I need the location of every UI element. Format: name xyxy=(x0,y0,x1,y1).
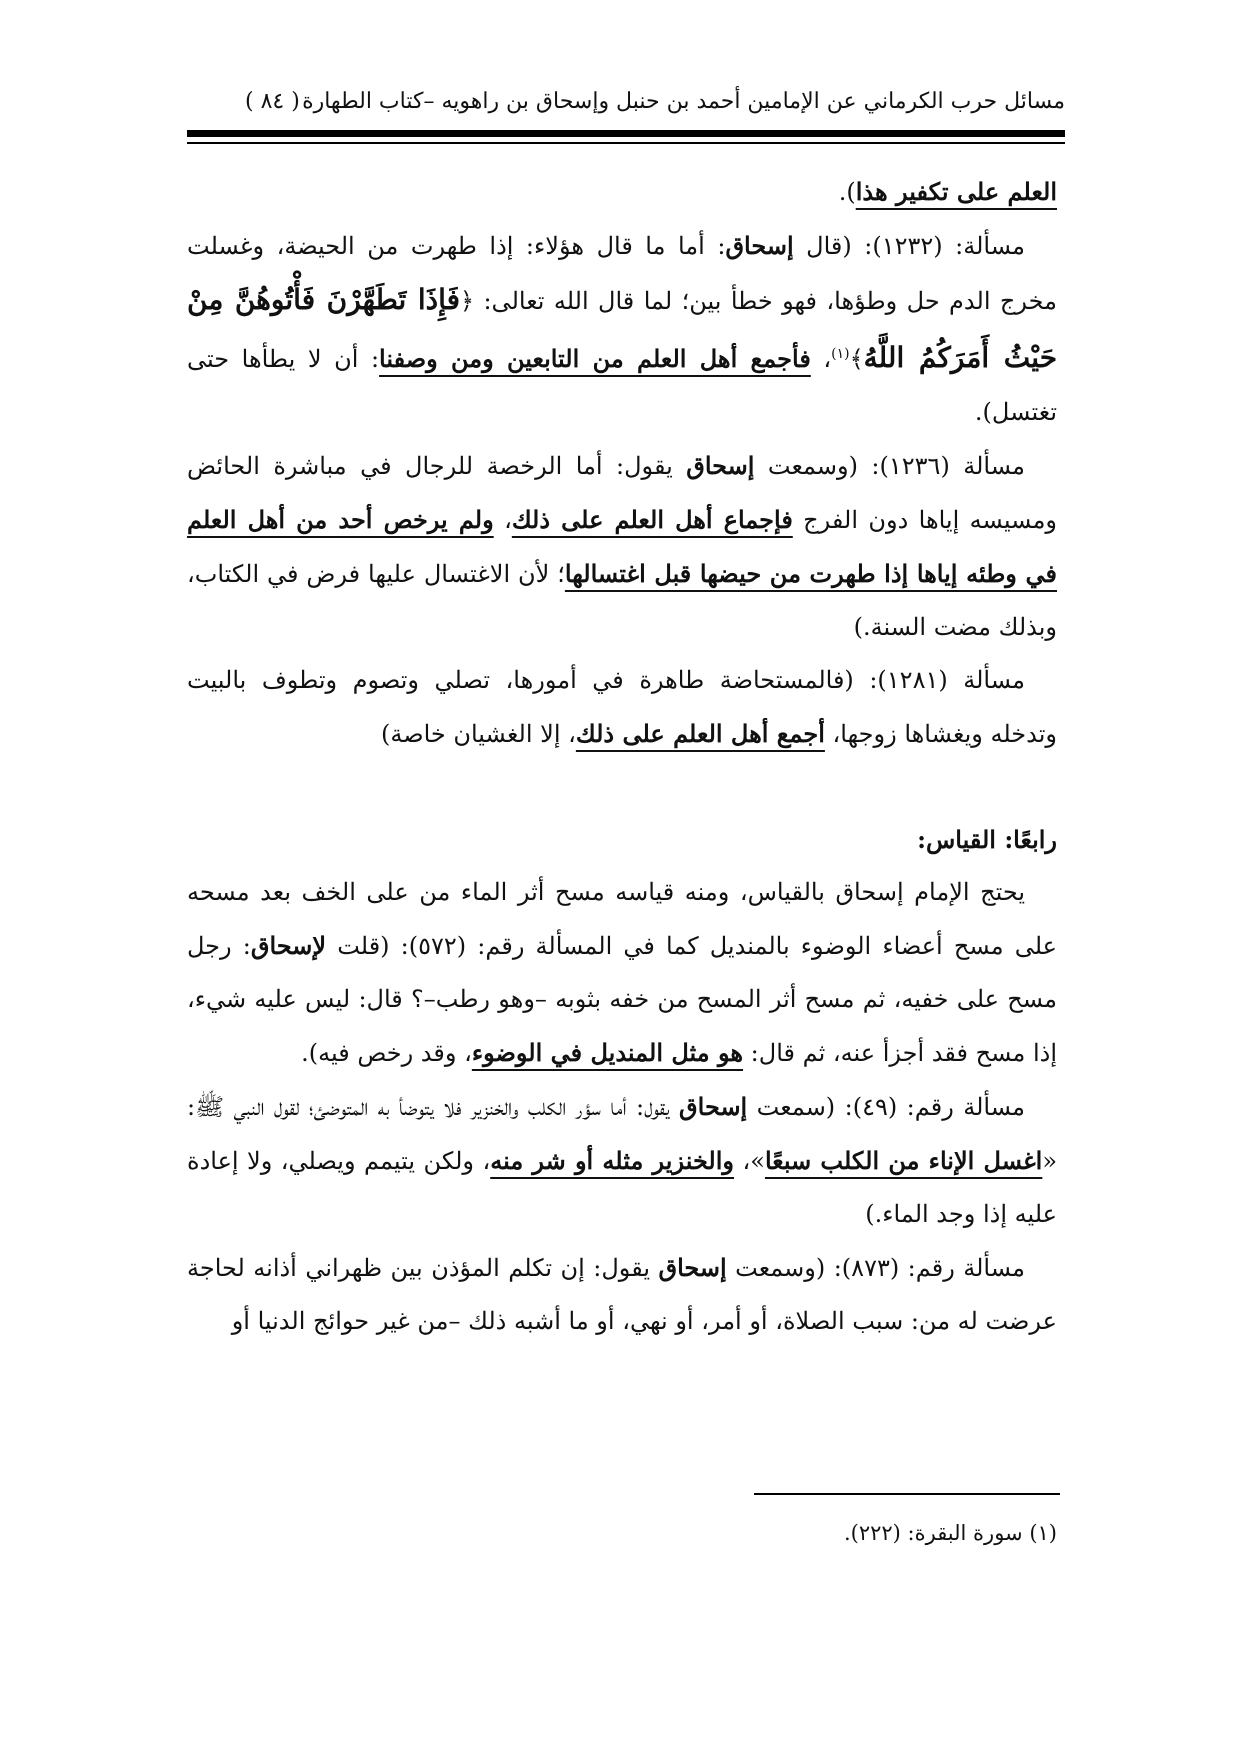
paragraph-1236 xyxy=(187,439,1057,654)
text-run: يقول: أما سؤر الكلب والخنزير فلا يتوضأ به المتوضئ؛ لقول النبي ﷺ: « xyxy=(187,1093,1058,1175)
footnote-ref: (١) xyxy=(831,346,850,362)
bold-name: إسحاق xyxy=(679,1092,748,1121)
paragraph-1232 xyxy=(187,219,1057,439)
bold-phrase: والخنزير مثله أو شر منه xyxy=(490,1146,735,1175)
continuation-line xyxy=(187,165,1057,219)
main-text xyxy=(187,165,1057,1348)
text-run: مسألة رقم: (٤٩): (سمعت xyxy=(747,1093,1026,1121)
text-run: »، xyxy=(734,1147,765,1175)
text-run: يقول: إن تكلم المؤذن بين ظهراني أذانه لحاجة عرضت له من: سبب الصلاة، أو أمر، أو نهي، أو ما أشبه ذلك –من غير حوائج الدنيا أو xyxy=(187,1254,1057,1335)
text-run: ، xyxy=(493,506,512,534)
text-run: : أن لا يطأها حتى تغتسل). xyxy=(187,345,1057,426)
text-run: ). xyxy=(838,178,856,206)
page-number: ( ٨٤ ) xyxy=(245,89,300,114)
text-run: مسألة (١٢٣٦): (وسمعت xyxy=(754,452,1026,480)
paragraph-49 xyxy=(187,1080,1057,1241)
text-run: ، ولكن يتيمم ويصلي، ولا إعادة عليه إذا وجد الماء.) xyxy=(187,1147,1057,1228)
bold-phrase: العلم على تكفير هذا xyxy=(855,177,1057,206)
header-rule-thin xyxy=(187,142,1065,144)
bold-name: إسحاق xyxy=(725,231,794,260)
text-run: ؛ لأن الاغتسال عليها فرض في الكتاب، وبذلك مضت السنة.) xyxy=(187,560,1057,641)
text-run: يحتج الإمام إسحاق بالقياس، ومنه قياسه مسح أثر الماء من على الخف بعد مسحه على مسح أعضاء الوضوء بالمنديل كما في المسألة رقم: (٥٧٢): (قلت xyxy=(187,878,1058,960)
spacer xyxy=(187,761,1057,813)
header-title: مسائل حرب الكرماني عن الإمامين أحمد بن حنبل وإسحاق بن راهويه –كتاب الطهارة xyxy=(302,89,1065,114)
text-run: : أما ما قال هؤلاء: إذا طهرت من الحيضة، وغسلت مخرج الدم حل وطؤها، فهو خطأ بين؛ لما قال الله تعالى: ﴿ xyxy=(187,232,1057,315)
bold-phrase: اغسل الإناء من الكلب سبعًا xyxy=(764,1146,1043,1175)
text-run: مسألة (١٢٨١): (فالمستحاضة طاهرة في أمورها، تصلي وتصوم وتطوف بالبيت وتدخله ويغشاها زوجها، xyxy=(187,666,1057,748)
bold-phrase: أجمع أهل العلم على ذلك xyxy=(575,719,825,748)
footnote-rule xyxy=(754,1493,1060,1495)
text-run: يقول: أما الرخصة للرجال في مباشرة الحائض ومسيسه إياها دون الفرج xyxy=(187,452,1058,534)
footnote: (١) سورة البقرة: (٢٢٢). xyxy=(843,1521,1057,1545)
paragraph-qiyas xyxy=(187,866,1057,1080)
text-run: : رجل مسح على خفيه، ثم مسح أثر المسح من خفه بثوبه –وهو رطب–؟ قال: ليس عليه شيء، إذا مسح فقد أجزأ عنه، ثم قال: xyxy=(187,932,1057,1067)
header-rule-thick xyxy=(187,130,1065,137)
quran-verse: فَإِذَا تَطَهَّرْنَ فَأْتُوهُنَّ مِنْ حَيْثُ أَمَرَكُمُ اللَّهُ xyxy=(187,283,1058,374)
text-run: ﴾ xyxy=(849,345,864,373)
bold-name: إسحاق xyxy=(686,451,755,480)
bold-name: إسحاق xyxy=(658,1253,727,1282)
bold-phrase: فإجماع أهل العلم على ذلك xyxy=(511,505,793,534)
text-run: مسألة: (١٢٣٢): (قال xyxy=(793,232,1026,260)
text-run: مسألة رقم: (٨٧٣): (وسمعت xyxy=(726,1254,1026,1282)
paragraph-873 xyxy=(187,1241,1057,1348)
text-run: ، وقد رخص فيه). xyxy=(301,1039,472,1067)
bold-phrase: ولم يرخص أحد من أهل العلم في وطئه إياها إذا طهرت من حيضها قبل اغتسالها xyxy=(187,505,1057,588)
text-run: ، xyxy=(810,345,832,373)
bold-phrase: هو مثل المنديل في الوضوء xyxy=(471,1038,744,1067)
section-heading: رابعًا: القياس: xyxy=(917,825,1057,854)
text-run: ، إلا الغشيان خاصة) xyxy=(380,720,576,748)
paragraph-1281 xyxy=(187,654,1057,761)
bold-phrase: فأجمع أهل العلم من التابعين ومن وصفنا xyxy=(379,344,811,373)
bold-name: لإسحاق xyxy=(250,931,327,960)
running-header xyxy=(187,82,1065,122)
